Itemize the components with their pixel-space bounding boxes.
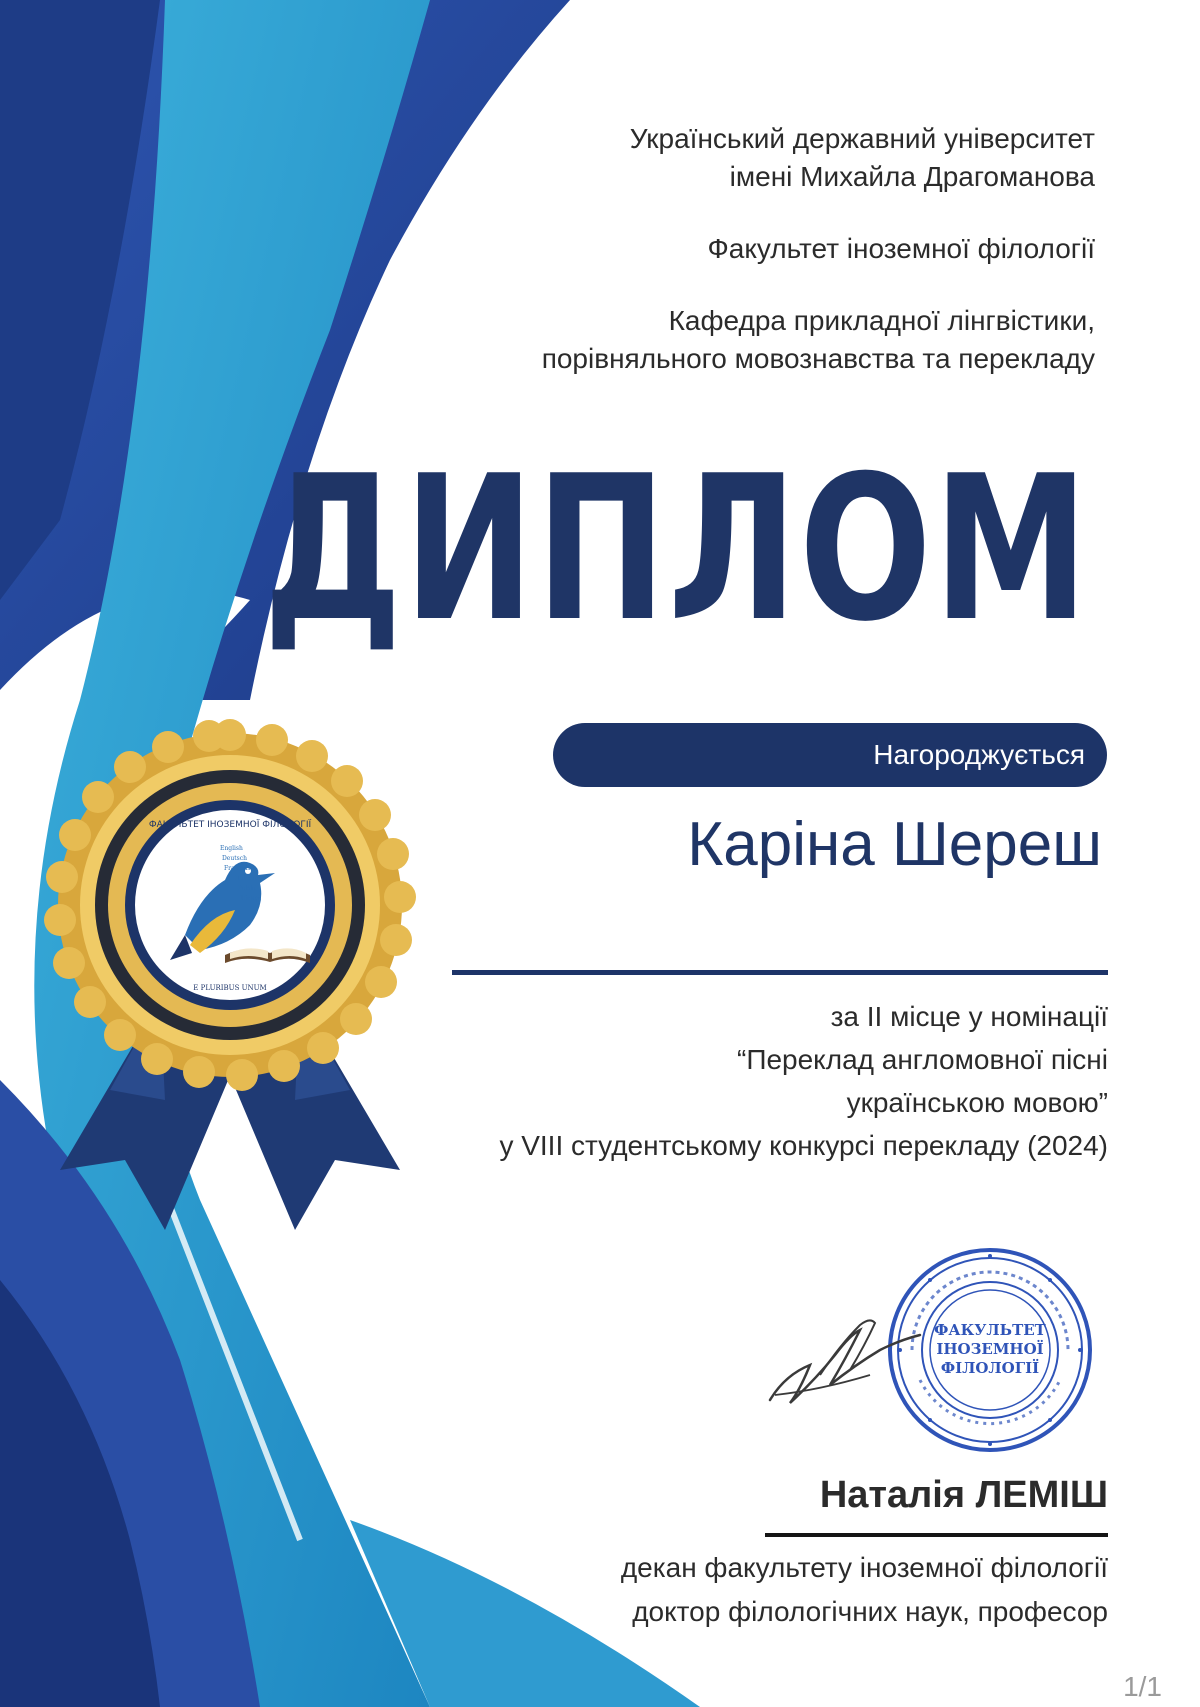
- award-reason: за ІІ місце у номінації “Переклад англомовної пісні українською мовою” у VIII студентському конкурсі перекладу (2024): [499, 1001, 1108, 1161]
- page-number: 1/1: [1123, 1671, 1162, 1702]
- svg-text:Polski: Polski: [238, 885, 256, 892]
- recipient-name: Каріна Шереш: [687, 810, 1102, 879]
- signer-name: Наталія ЛЕМІШ: [819, 1474, 1108, 1516]
- university-name: Український державний університет імені Михайла Драгоманова: [629, 123, 1095, 192]
- svg-text:Italiano: Italiano: [235, 875, 259, 882]
- stamp-line-3: ФІЛОЛОГІЇ: [940, 1359, 1040, 1377]
- medal-icon: [40, 700, 420, 1240]
- stamp-line-1: ФАКУЛЬТЕТ: [934, 1321, 1046, 1339]
- header-block: [395, 120, 1095, 412]
- logo-ring-text: ФАКУЛЬТЕТ ІНОЗЕМНОЇ ФІЛОЛОГІЇ: [148, 820, 312, 830]
- logo-motto: E PLURIBUS UNUM: [193, 984, 267, 992]
- award-label-pill: Нагороджується: [553, 723, 1107, 787]
- department-name: Кафедра прикладної лінгвістики, порівняльного мовознавства та перекладу: [541, 305, 1095, 374]
- signature-line: [765, 1533, 1108, 1537]
- svg-text:English: English: [220, 845, 243, 852]
- svg-text:Français: Français: [224, 865, 251, 872]
- svg-text:Türkçe: Türkçe: [240, 895, 262, 902]
- divider-line: [452, 970, 1108, 975]
- faculty-name: Факультет іноземної філології: [707, 233, 1095, 264]
- signer-position: декан факультету іноземної філології доктор філологічних наук, професор: [620, 1552, 1108, 1627]
- signature-icon: [760, 1305, 960, 1415]
- svg-text:Deutsch: Deutsch: [222, 855, 247, 862]
- stamp-line-2: ІНОЗЕМНОЇ: [936, 1340, 1044, 1358]
- diploma-title: ДИПЛОМ: [263, 433, 1090, 666]
